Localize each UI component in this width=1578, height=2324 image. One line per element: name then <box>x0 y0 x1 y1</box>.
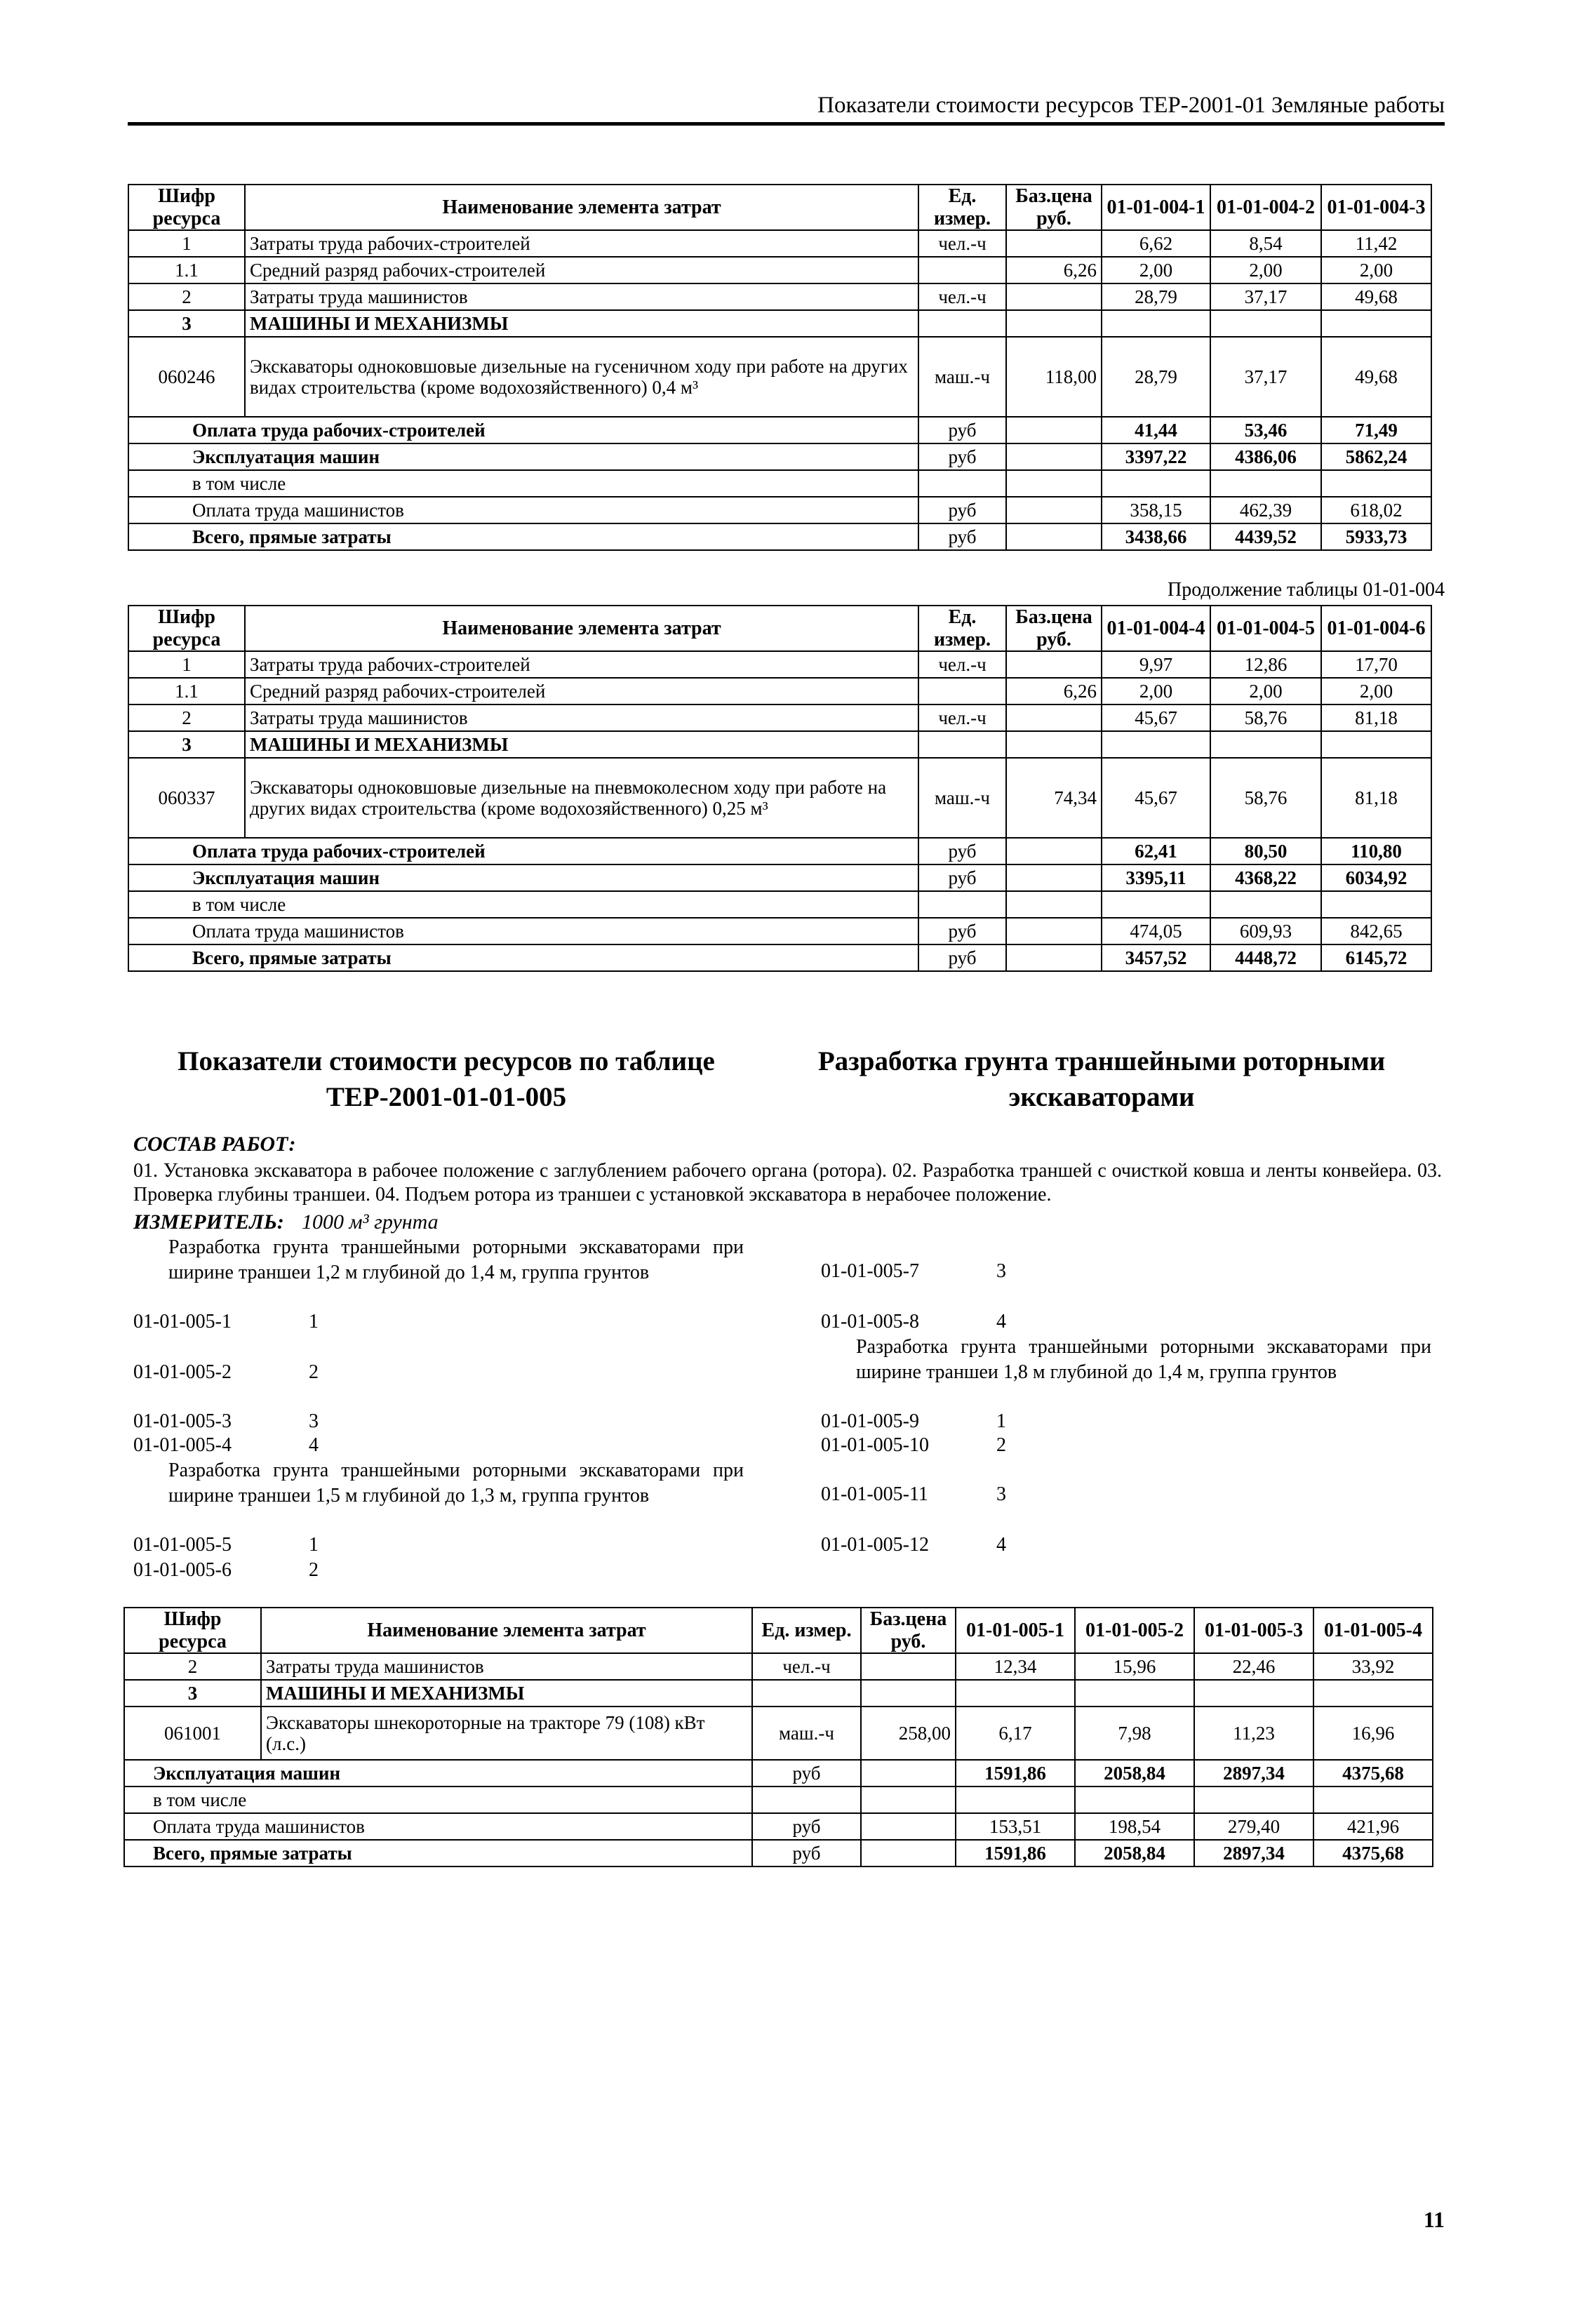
table-row: 2 Затраты труда машинистов чел.-ч 12,34 15,96 22,46 33,92 <box>124 1653 1433 1680</box>
table-code: 01-01-005-2 <box>133 1361 232 1383</box>
table-row: Всего, прямые затраты руб 3438,66 4439,52 5933,73 <box>128 523 1431 550</box>
table-row: Эксплуатация машин руб 3397,22 4386,06 5862,24 <box>128 443 1431 470</box>
group-description: Разработка грунта траншейными роторными экскаваторами при ширине траншеи 1,5 м глубиной до 1,3 м, группа грунтов <box>168 1460 744 1507</box>
col-header-005-4: 01-01-005-4 <box>1313 1608 1433 1653</box>
col-header-004-4: 01-01-004-4 <box>1102 606 1210 651</box>
table-code: 01-01-005-6 <box>133 1559 232 1581</box>
col-header-unit: Ед. измер. <box>918 185 1006 230</box>
soil-group: 1 <box>996 1410 1006 1432</box>
table-row: 061001 Экскаваторы шнекороторные на тракторе 79 (108) кВт (л.с.) маш.-ч 258,00 6,17 7,98 11,23 16,96 <box>124 1707 1433 1760</box>
soil-group: 3 <box>996 1483 1006 1505</box>
col-header-price: Баз.цена руб. <box>861 1608 956 1653</box>
col-header-unit: Ед. измер. <box>918 606 1006 651</box>
table-row: в том числе <box>128 891 1431 918</box>
table-code: 01-01-005-9 <box>821 1410 919 1432</box>
table-code: 01-01-005-8 <box>821 1311 919 1333</box>
table-code: 01-01-005-11 <box>821 1483 928 1505</box>
section-title-code: Показатели стоимости ресурсов по таблице ТЕР-2001-01-01-005 <box>178 1046 715 1112</box>
col-header-code: Шифр ресурса <box>128 606 245 651</box>
table-code: 01-01-005-5 <box>133 1534 232 1556</box>
table-row: 1 Затраты труда рабочих-строителей чел.-ч 9,97 12,86 17,70 <box>128 651 1431 678</box>
table-row: Оплата труда машинистов руб 153,51 198,54 279,40 421,96 <box>124 1813 1433 1840</box>
meter-label: ИЗМЕРИТЕЛЬ: <box>133 1210 284 1234</box>
col-header-004-3: 01-01-004-3 <box>1321 185 1431 230</box>
col-header-name: Наименование элемента затрат <box>245 606 918 651</box>
header-rule <box>128 122 1445 126</box>
col-header-price: Баз.цена руб. <box>1006 185 1102 230</box>
table-row: 1.1 Средний разряд рабочих-строителей 6,26 2,00 2,00 2,00 <box>128 678 1431 704</box>
soil-group: 3 <box>309 1410 319 1432</box>
table-code: 01-01-005-3 <box>133 1410 232 1432</box>
col-header-code: Шифр ресурса <box>128 185 245 230</box>
soil-group: 2 <box>309 1361 319 1383</box>
col-header-004-5: 01-01-004-5 <box>1210 606 1321 651</box>
table-row: Оплата труда рабочих-строителей руб 41,44 53,46 71,49 <box>128 417 1431 443</box>
resource-table-004-1-3 <box>128 184 1432 551</box>
table-row: Оплата труда рабочих-строителей руб 62,41 80,50 110,80 <box>128 838 1431 864</box>
continuation-label: Продолжение таблицы 01-01-004 <box>1167 579 1445 601</box>
group-description: Разработка грунта траншейными роторными экскаваторами при ширине траншеи 1,8 м глубиной до 1,4 м, группа грунтов <box>856 1336 1431 1384</box>
table-code: 01-01-005-4 <box>133 1434 232 1456</box>
section-title-description: Разработка грунта траншейными роторными экскаваторами <box>817 1046 1386 1112</box>
table-code: 01-01-005-10 <box>821 1434 929 1456</box>
soil-group: 1 <box>309 1534 319 1556</box>
col-header-name: Наименование элемента затрат <box>245 185 918 230</box>
group-description: Разработка грунта траншейными роторными экскаваторами при ширине траншеи 1,2 м глубиной до 1,4 м, группа грунтов <box>168 1236 744 1284</box>
table-row: в том числе <box>124 1787 1433 1813</box>
table-row: 2 Затраты труда машинистов чел.-ч 28,79 37,17 49,68 <box>128 283 1431 310</box>
table-row: 060337 Экскаваторы одноковшовые дизельные на пневмоколесном ходу при работе на других видах строительства (кроме водохозяйственного) 0,25 м³ маш.-ч 74,34 45,67 58,76 81,18 <box>128 758 1431 838</box>
table-row: 3 МАШИНЫ И МЕХАНИЗМЫ <box>128 731 1431 758</box>
table-row: Оплата труда машинистов руб 474,05 609,93 842,65 <box>128 918 1431 944</box>
work-composition-label: СОСТАВ РАБОТ: <box>133 1133 296 1156</box>
resource-table-005 <box>123 1607 1433 1867</box>
table-row: 3 МАШИНЫ И МЕХАНИЗМЫ <box>124 1680 1433 1707</box>
soil-group: 4 <box>309 1434 319 1456</box>
table-row: 1 Затраты труда рабочих-строителей чел.-ч 6,62 8,54 11,42 <box>128 230 1431 257</box>
soil-group: 2 <box>996 1434 1006 1456</box>
table-row: Оплата труда машинистов руб 358,15 462,39 618,02 <box>128 497 1431 523</box>
soil-group: 1 <box>309 1311 319 1333</box>
page-number: 11 <box>1423 2207 1445 2232</box>
col-header-004-6: 01-01-004-6 <box>1321 606 1431 651</box>
col-header-name: Наименование элемента затрат <box>261 1608 752 1653</box>
table-code: 01-01-005-12 <box>821 1534 929 1556</box>
soil-group: 3 <box>996 1260 1006 1282</box>
col-header-005-1: 01-01-005-1 <box>956 1608 1075 1653</box>
work-composition-text: 01. Установка экскаватора в рабочее положение с заглублением рабочего органа (ротора). 02. Разработка траншей с очисткой ковша и ленты конвейера. 03. Проверка глубины траншеи. 04. Подъем ротора из траншеи с установкой экскаватора в нерабочее положение. <box>133 1160 1442 1206</box>
col-header-unit: Ед. измер. <box>752 1608 861 1653</box>
table-row: Всего, прямые затраты руб 3457,52 4448,72 6145,72 <box>128 944 1431 971</box>
table-code: 01-01-005-1 <box>133 1311 232 1333</box>
table-row: 1.1 Средний разряд рабочих-строителей 6,26 2,00 2,00 2,00 <box>128 257 1431 283</box>
col-header-price: Баз.цена руб. <box>1006 606 1102 651</box>
col-header-004-2: 01-01-004-2 <box>1210 185 1321 230</box>
table-code: 01-01-005-7 <box>821 1260 919 1282</box>
table-row: 3 МАШИНЫ И МЕХАНИЗМЫ <box>128 310 1431 337</box>
col-header-005-3: 01-01-005-3 <box>1194 1608 1313 1653</box>
resource-table-004-4-6 <box>128 605 1432 972</box>
col-header-005-2: 01-01-005-2 <box>1075 1608 1194 1653</box>
col-header-004-1: 01-01-004-1 <box>1102 185 1210 230</box>
meter-unit: 1000 м³ грунта <box>302 1210 439 1234</box>
soil-group: 4 <box>996 1534 1006 1556</box>
table-row: 060246 Экскаваторы одноковшовые дизельные на гусеничном ходу при работе на других видах строительства (кроме водохозяйственного) 0,4 м³ маш.-ч 118,00 28,79 37,17 49,68 <box>128 337 1431 417</box>
table-row: Эксплуатация машин руб 1591,86 2058,84 2897,34 4375,68 <box>124 1760 1433 1787</box>
page-header: Показатели стоимости ресурсов ТЕР-2001-01 Земляные работы <box>817 93 1445 118</box>
col-header-code: Шифр ресурса <box>124 1608 261 1653</box>
table-row: в том числе <box>128 470 1431 497</box>
table-row: 2 Затраты труда машинистов чел.-ч 45,67 58,76 81,18 <box>128 704 1431 731</box>
soil-group: 4 <box>996 1311 1006 1333</box>
table-row: Всего, прямые затраты руб 1591,86 2058,84 2897,34 4375,68 <box>124 1840 1433 1866</box>
table-row: Эксплуатация машин руб 3395,11 4368,22 6034,92 <box>128 864 1431 891</box>
soil-group: 2 <box>309 1559 319 1581</box>
